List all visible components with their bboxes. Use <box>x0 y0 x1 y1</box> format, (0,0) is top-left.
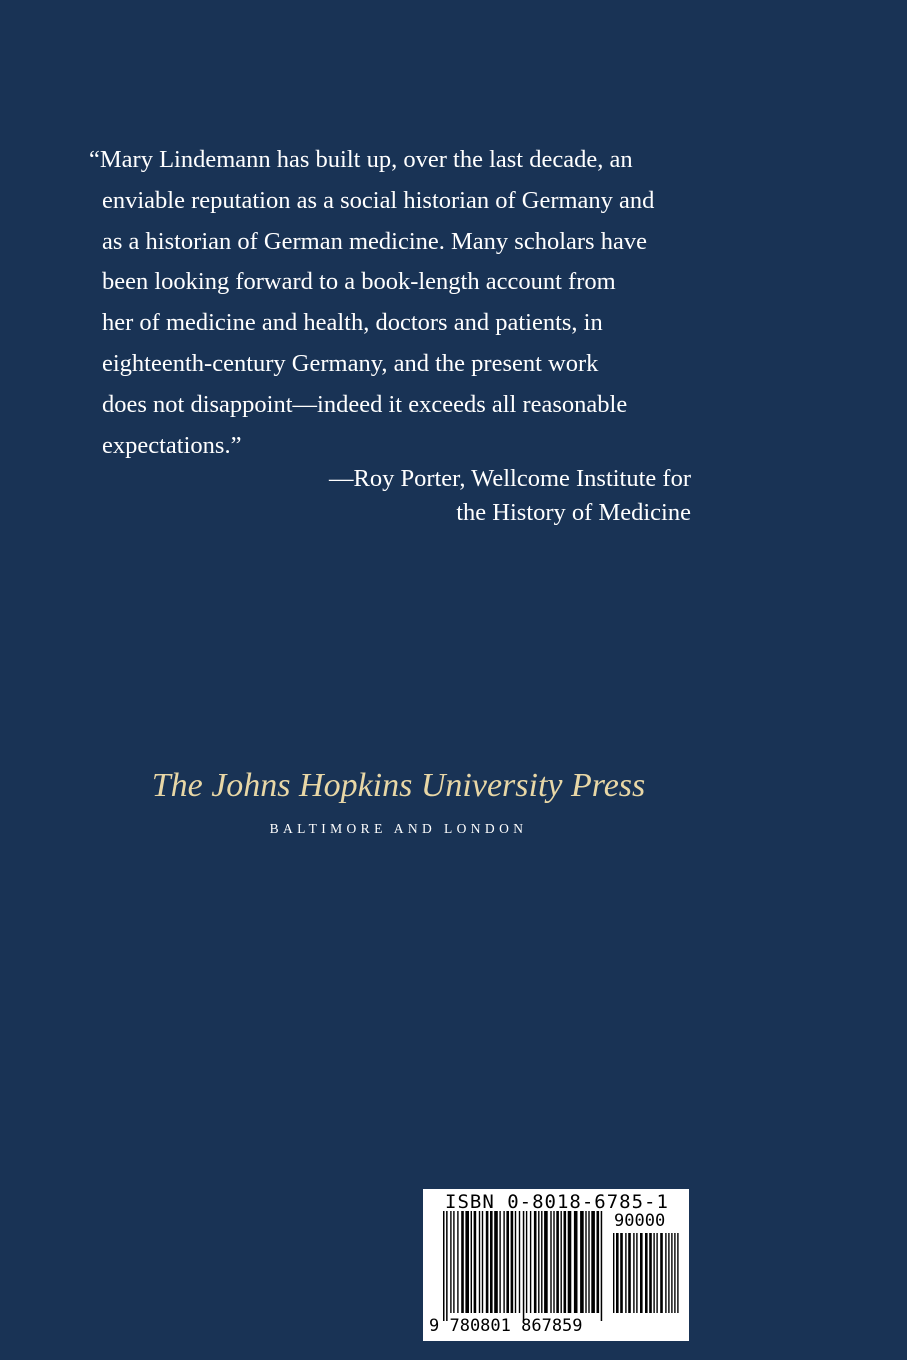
barcode-bar <box>499 1211 500 1313</box>
addon-bar <box>665 1233 666 1313</box>
addon-bar <box>668 1233 669 1313</box>
barcode-bar <box>446 1211 448 1321</box>
barcode-bar <box>503 1211 504 1313</box>
barcode-bar <box>457 1211 458 1313</box>
review-quote <box>89 140 702 466</box>
quote-line: eighteenth-century Germany, and the present work <box>102 349 599 377</box>
quote-line: her of medicine and health, doctors and patients, in <box>102 309 603 337</box>
barcode-bar <box>471 1211 472 1313</box>
barcode-bar <box>490 1211 493 1313</box>
quote-line: been looking forward to a book-length account from <box>102 268 616 296</box>
barcode-bar <box>585 1211 586 1313</box>
addon-bar <box>613 1233 614 1313</box>
addon-bar <box>653 1233 654 1313</box>
quote-line: as a historian of German medicine. Many scholars have <box>102 227 647 255</box>
publisher-name: The Johns Hopkins University Press <box>151 767 646 804</box>
addon-bar <box>636 1233 637 1313</box>
addon-bar <box>660 1233 663 1313</box>
quote-line: “Mary Lindemann has built up, over the last decade, an <box>89 146 633 173</box>
quote-attribution <box>240 462 691 530</box>
attribution-line: the History of Medicine <box>456 499 691 526</box>
barcode-bar <box>601 1211 603 1321</box>
barcode-bar <box>523 1211 525 1321</box>
barcode-bar <box>465 1211 469 1313</box>
barcode-bar <box>515 1211 516 1313</box>
barcode-bar <box>494 1211 498 1313</box>
addon-bar <box>645 1233 648 1313</box>
barcode-bar <box>561 1211 562 1313</box>
barcode-bar <box>443 1211 445 1321</box>
barcode-bar <box>526 1211 527 1313</box>
addon-bar <box>677 1233 678 1313</box>
barcode-bar <box>474 1211 477 1313</box>
addon-bar <box>674 1233 675 1313</box>
addon-bar <box>633 1233 634 1313</box>
barcode-bar <box>506 1211 509 1313</box>
barcode-bar <box>519 1211 520 1313</box>
addon-bar <box>640 1233 643 1313</box>
addon-bar <box>616 1233 619 1313</box>
attribution-line: —Roy Porter, Wellcome Institute for <box>329 465 691 492</box>
barcode-bar <box>588 1211 589 1313</box>
publisher-place: BALTIMORE AND LONDON <box>269 821 528 836</box>
addon-bar <box>656 1233 657 1313</box>
addon-bar <box>649 1233 652 1313</box>
addon-bar <box>671 1233 672 1313</box>
barcode-bar <box>550 1211 551 1313</box>
barcode-bar <box>580 1211 584 1313</box>
quote-line: enviable reputation as a social historian of Germany and <box>102 186 655 214</box>
price-code: 90000 <box>614 1211 666 1231</box>
barcode-bar <box>450 1211 451 1313</box>
barcode-bar <box>564 1211 567 1313</box>
barcode-bar <box>591 1211 595 1313</box>
barcode-bar <box>482 1211 483 1313</box>
barcode-bar <box>541 1211 542 1313</box>
isbn-number: ISBN 0-8018-6785-1 <box>445 1191 669 1213</box>
barcode-bar <box>538 1211 539 1313</box>
barcode-bar <box>574 1211 578 1313</box>
addon-bar <box>628 1233 631 1313</box>
barcode-bar <box>568 1211 572 1313</box>
barcode-bar <box>530 1211 531 1313</box>
barcode-bar <box>556 1211 559 1313</box>
addon-bar <box>620 1233 623 1313</box>
barcode-bar <box>461 1211 464 1313</box>
isbn-barcode <box>423 1189 689 1341</box>
barcode-bar <box>511 1211 514 1313</box>
barcode-bar <box>553 1211 554 1313</box>
barcode-bar <box>534 1211 537 1313</box>
ean-number: 9 780801 867859 <box>429 1316 583 1336</box>
barcode-bar <box>597 1211 600 1313</box>
barcode-bar <box>453 1211 454 1313</box>
barcode-bar <box>486 1211 489 1313</box>
barcode-bar <box>544 1211 548 1313</box>
addon-bar <box>625 1233 626 1313</box>
quote-line: expectations.” <box>102 431 242 459</box>
quote-line: does not disappoint—indeed it exceeds all reasonable <box>102 390 628 418</box>
barcode-bar <box>479 1211 480 1313</box>
